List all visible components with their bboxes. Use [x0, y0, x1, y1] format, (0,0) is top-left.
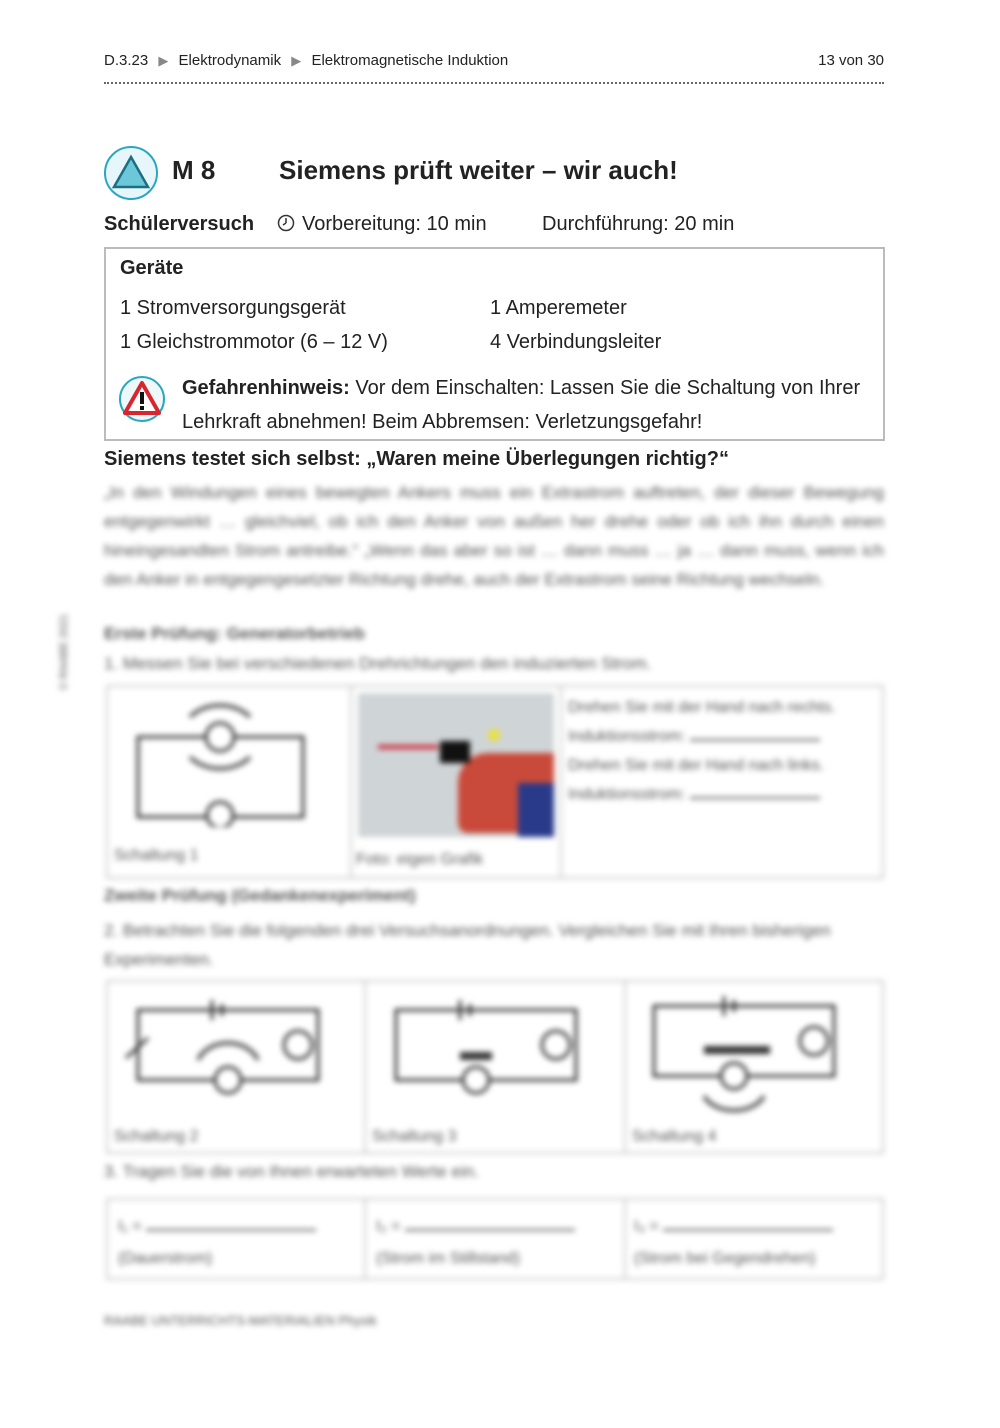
breadcrumb-topic: Elektromagnetische Induktion	[311, 52, 509, 69]
material-code: M 8	[172, 155, 216, 185]
value-note-3: (Strom bei Gegendrehen)	[634, 1250, 816, 1267]
induction-label-1: Induktionsstrom:	[568, 728, 686, 745]
value-label-1: I₁ =	[118, 1218, 147, 1235]
exec-time: Durchführung: 20 min	[542, 213, 735, 235]
devices-heading: Geräte	[120, 257, 184, 279]
circuit-diagram-2	[118, 990, 348, 1110]
value-note-1: (Dauerstrom)	[118, 1250, 213, 1267]
section-question: Siemens testet sich selbst: „Waren meine Überlegungen richtig?“	[104, 448, 729, 470]
circuit-diagram-4	[634, 986, 864, 1116]
breadcrumb	[104, 52, 514, 69]
instruction-left: Drehen Sie mit der Hand nach links.	[568, 757, 825, 774]
value-label-2: I₂ =	[376, 1218, 405, 1235]
breadcrumb-section: Elektrodynamik	[178, 52, 282, 69]
values-panel	[106, 1198, 884, 1280]
circuit-panel-2	[106, 980, 884, 1154]
page-footer: RAABE UNTERRICHTS-MATERIALIEN Physik	[104, 1313, 377, 1328]
circuit-diagram-1	[128, 697, 328, 827]
material-title: Siemens prüft weiter – wir auch!	[279, 155, 678, 185]
breadcrumb-arrow-icon: ▶	[158, 53, 169, 68]
prep-time: Vorbereitung: 10 min	[302, 213, 487, 235]
device-item: 1 Amperemeter	[490, 297, 627, 319]
page-number: 13 von 30	[818, 52, 884, 69]
circuit-4-caption: Schaltung 4	[632, 1128, 717, 1145]
value-field-2[interactable]	[376, 1218, 575, 1236]
photo-caption: Foto: eigen Grafik	[356, 851, 484, 868]
triangle-icon	[104, 146, 158, 200]
clock-icon	[277, 213, 295, 236]
value-note-2: (Strom im Stillstand)	[376, 1250, 521, 1267]
first-check-heading: Erste Prüfung: Generatorbetrieb	[104, 624, 365, 643]
instruction-right: Drehen Sie mit der Hand nach rechts.	[568, 699, 836, 716]
device-item: 4 Verbindungsleiter	[490, 331, 662, 353]
induction-label-2: Induktionsstrom:	[568, 786, 686, 803]
value-field-1[interactable]	[118, 1218, 316, 1236]
devices-box	[104, 247, 885, 441]
experiment-photo	[358, 693, 554, 837]
hazard-notice	[182, 371, 872, 439]
breadcrumb-arrow-icon: ▶	[291, 53, 302, 68]
breadcrumb-code: D.3.23	[104, 52, 149, 69]
device-item: 1 Gleichstrommotor (6 – 12 V)	[120, 331, 388, 353]
task-3: 3. Tragen Sie die von Ihnen erwarteten Werte ein.	[104, 1162, 479, 1181]
value-label-3: I₃ =	[634, 1218, 664, 1235]
hazard-text: Vor dem Einschalten: Lassen Sie die Schaltung von Ihrer Lehrkraft abnehmen! Beim Abbremsen: Verletzungsgefahr!	[182, 377, 861, 433]
circuit-3-caption: Schaltung 3	[372, 1128, 457, 1145]
quote-paragraph: „In den Windungen eines bewegten Ankers muss ein Extrastrom auftreten, der dieser Bewegung entgegenwirkt … gleichviel, ob ich den Anker von außen her drehe oder ob ich ihn durch einen hineingesandten Strom antreibe.“ „Wenn das aber so ist … dann muss … ja … dann muss, wenn ich den Anker in entgegengesetzter Richtung drehe, auch der Extrastrom seine Richtung wechseln.	[104, 483, 884, 589]
warning-icon	[118, 375, 166, 423]
page-header	[104, 48, 884, 84]
circuit-2-caption: Schaltung 2	[114, 1128, 199, 1145]
second-check-heading: Zweite Prüfung (Gedankenexperiment)	[104, 886, 416, 905]
value-field-3[interactable]	[634, 1218, 833, 1236]
circuit-1-caption: Schaltung 1	[114, 847, 199, 864]
experiment-type: Schülerversuch	[104, 213, 255, 235]
task-2: 2. Betrachten Sie die folgenden drei Versuchsanordnungen. Vergleichen Sie mit Ihren bisherigen Experimenten.	[104, 921, 831, 969]
copyright-note: © RAABE 2021	[58, 614, 70, 690]
circuit-diagram-3	[376, 990, 606, 1110]
instructions-1	[568, 693, 868, 809]
device-item: 1 Stromversorgungsgerät	[120, 297, 346, 319]
hazard-label: Gefahrenhinweis:	[182, 377, 350, 399]
task-1: 1. Messen Sie bei verschiedenen Drehrichtungen den induzierten Strom.	[104, 654, 652, 673]
circuit-panel-1	[106, 685, 884, 879]
